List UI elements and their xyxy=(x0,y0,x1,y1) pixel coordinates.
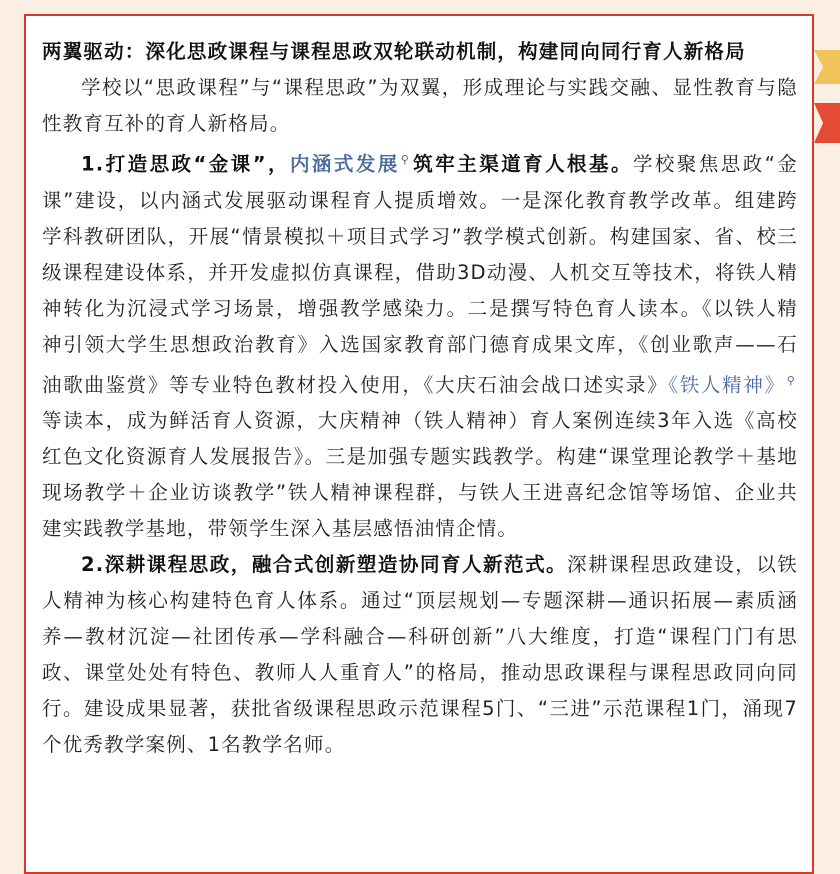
ribbon-decoration-yellow xyxy=(814,50,840,84)
section2-paragraph xyxy=(42,547,798,763)
search-icon[interactable]: ⚲ xyxy=(786,373,796,387)
section2-title: 2.深耕课程思政，融合式创新塑造协同育人新范式。 xyxy=(81,553,568,576)
section1-paragraph xyxy=(42,142,798,547)
section1-text-a: 学校聚焦思政“金课”建设，以内涵式发展驱动课程育人提质增效。一是深化教育教学改革。组建跨学科教研团队，开展“情景模拟＋项目式学习”教学模式创新。构建国家、省、校三级课程建设体系，并开发虚拟仿真课程，借助3D动漫、人机交互等技术，将铁人精神转化为沉浸式学习场景，增强教学感染力。二是撰写特色育人读本。《以铁人精神引领大学生思想政治教育》入选国家教育部门德育成果文库，《创业歌声——石油歌曲鉴赏》等专业特色教材投入使用，《大庆石油会战口述实录》 xyxy=(42,152,798,396)
ribbon-decoration-red xyxy=(814,103,840,143)
article-body xyxy=(42,34,798,763)
article-card xyxy=(24,14,814,874)
section1-title-a: 1.打造思政“金课”， xyxy=(81,152,290,176)
inner-development-link[interactable]: 内涵式发展 xyxy=(289,152,400,176)
tieren-spirit-link[interactable]: 《铁人精神》 xyxy=(668,373,786,396)
section-heading: 两翼驱动：深化思政课程与课程思政双轮联动机制，构建同向同行育人新格局 xyxy=(42,40,746,63)
section2-text: 深耕课程思政建设，以铁人精神为核心构建特色育人体系。通过“顶层规划—专题深耕—通识拓展—素质涵养—教材沉淀—社团传承—学科融合—科研创新”八大维度，打造“课程门门有思政、课堂处处有特色、教师人人重育人”的格局，推动思政课程与课程思政同向同行。建设成果显著，获批省级课程思政示范课程5门、“三进”示范课程1门，涌现7个优秀教学案例、1名教学名师。 xyxy=(42,553,798,756)
intro-paragraph: 学校以“思政课程”与“课程思政”为双翼，形成理论与实践交融、显性教育与隐性教育互补的育人新格局。 xyxy=(42,76,798,135)
section1-text-b: 等读本，成为鲜活育人资源，大庆精神（铁人精神）育人案例连续3年入选《高校红色文化资源育人发展报告》。三是加强专题实践教学。构建“课堂理论教学＋基地现场教学＋企业访谈教学”铁人精神课程群，与铁人王进喜纪念馆等场馆、企业共建实践教学基地，带领学生深入基层感悟油情企情。 xyxy=(42,409,798,540)
search-icon[interactable]: ⚲ xyxy=(400,153,411,166)
section1-title-b: 筑牢主渠道育人根基。 xyxy=(412,152,633,176)
